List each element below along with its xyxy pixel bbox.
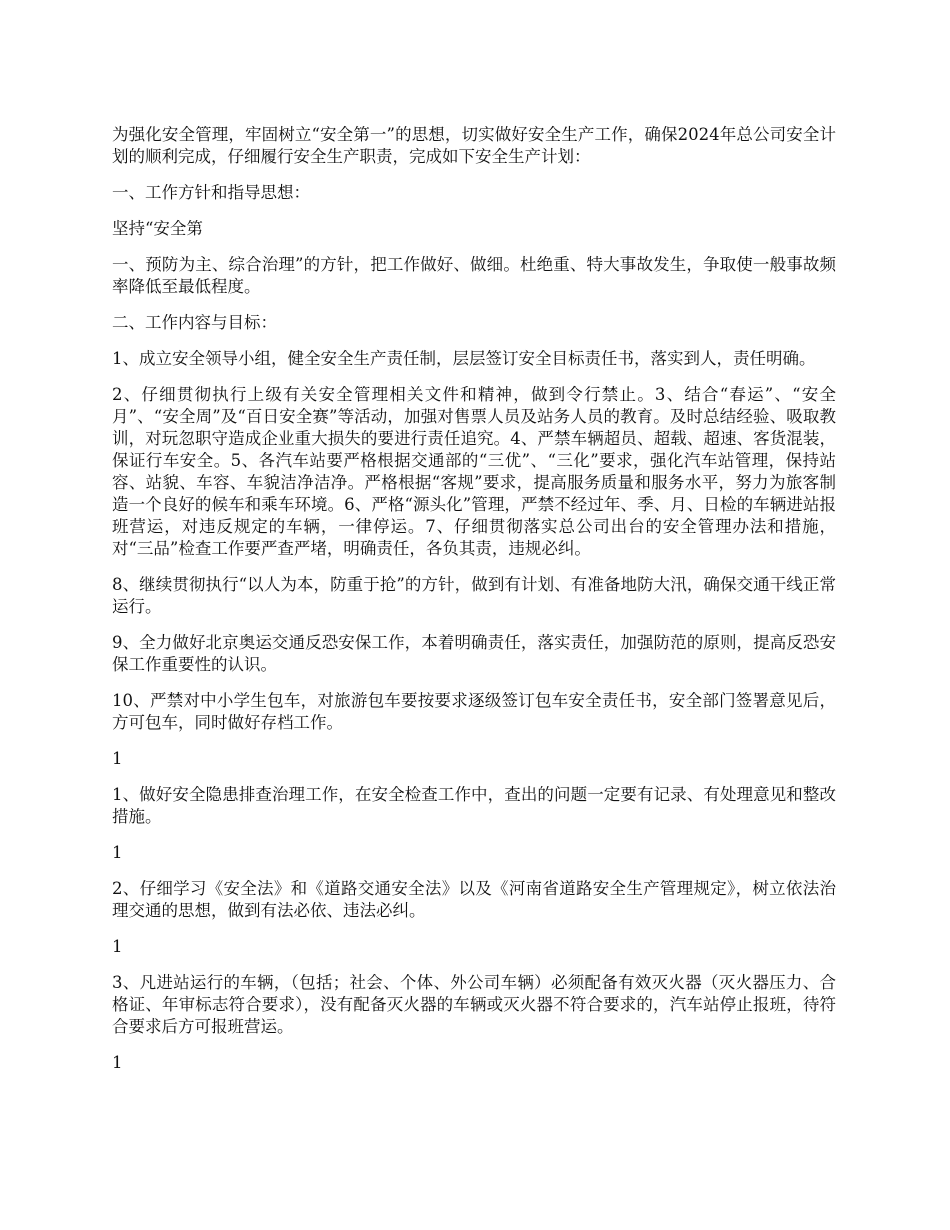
list-item-12: 2、仔细学习《安全法》和《道路交通安全法》以及《河南省道路安全生产管理规定》，树立依法治理交通的思想，做到有法必依、违法必纠。: [112, 879, 836, 920]
document-body: [112, 124, 836, 1088]
number-marker: 1: [112, 1053, 123, 1072]
list-item-8: 8、继续贯彻执行“以人为本，防重于抢”的方针，做到有计划、有准备地防大汛，确保交通干线正常运行。: [112, 575, 836, 616]
list-item-13: 3、凡进站运行的车辆，（包括；社会、个体、外公司车辆）必须配备有效灭火器（灭火器压力、合格证、年审标志符合要求），没有配备灭火器的车辆或灭火器不符合要求的，汽车站停止报班，待符合要求后方可报班营运。: [112, 973, 836, 1036]
section-heading-content-goals: 二、工作内容与目标：: [112, 313, 277, 332]
list-item-2-7: 2、仔细贯彻执行上级有关安全管理相关文件和精神，做到令行禁止。3、结合“春运”、“安全月”、“安全周”及“百日安全赛”等活动，加强对售票人员及站务人员的教育。及时总结经验、吸取教训，对玩忽职守造成企业重大损失的要进行责任追究。4、严禁车辆超员、超载、超速、客货混装，保证行车安全。5、各汽车站要严格根据交通部的“三优”、“三化”要求，强化汽车站管理，保持站容、站貌、车容、车貌洁净洁净。严格根据“客规”要求，提高服务质量和服务水平，努力为旅客制造一个良好的候车和乘车环境。6、严格“源头化”管理，严禁不经过年、季、月、日检的车辆进站报班营运，对违反规定的车辆，一律停运。7、仔细贯彻落实总公司出台的安全管理办法和措施，对“三品”检查工作要严查严堵，明确责任，各负其责，违规必纠。: [112, 385, 836, 558]
number-marker: 1: [112, 937, 123, 956]
list-item-9: 9、全力做好北京奥运交通反恐安保工作，本着明确责任，落实责任，加强防范的原则，提高反恐安保工作重要性的认识。: [112, 633, 836, 674]
number-marker: 1: [112, 843, 123, 862]
number-marker: 1: [112, 749, 123, 768]
list-item-1: 1、成立安全领导小组，健全安全生产责任制，层层签订安全目标责任书，落实到人，责任明确。: [112, 349, 816, 368]
section-heading-guiding-principle: 一、工作方针和指导思想：: [112, 183, 310, 202]
list-item-11: 1、做好安全隐患排查治理工作，在安全检查工作中，查出的问题一定要有记录、有处理意见和整改措施。: [112, 785, 836, 826]
intro-paragraph: 为强化安全管理，牢固树立“安全第一”的思想，切实做好安全生产工作，确保2024年总公司安全计划的顺利完成，仔细履行安全生产职责，完成如下安全生产计划：: [112, 125, 836, 166]
paragraph-adhere: 坚持“安全第: [112, 219, 203, 238]
list-item-10: 10、严禁对中小学生包车，对旅游包车要按要求逐级签订包车安全责任书，安全部门签署意见后，方可包车，同时做好存档工作。: [112, 691, 836, 732]
paragraph-prevention-policy: 一、预防为主、综合治理”的方针，把工作做好、做细。杜绝重、特大事故发生，争取使一般事故频率降低至最低程度。: [112, 255, 836, 296]
